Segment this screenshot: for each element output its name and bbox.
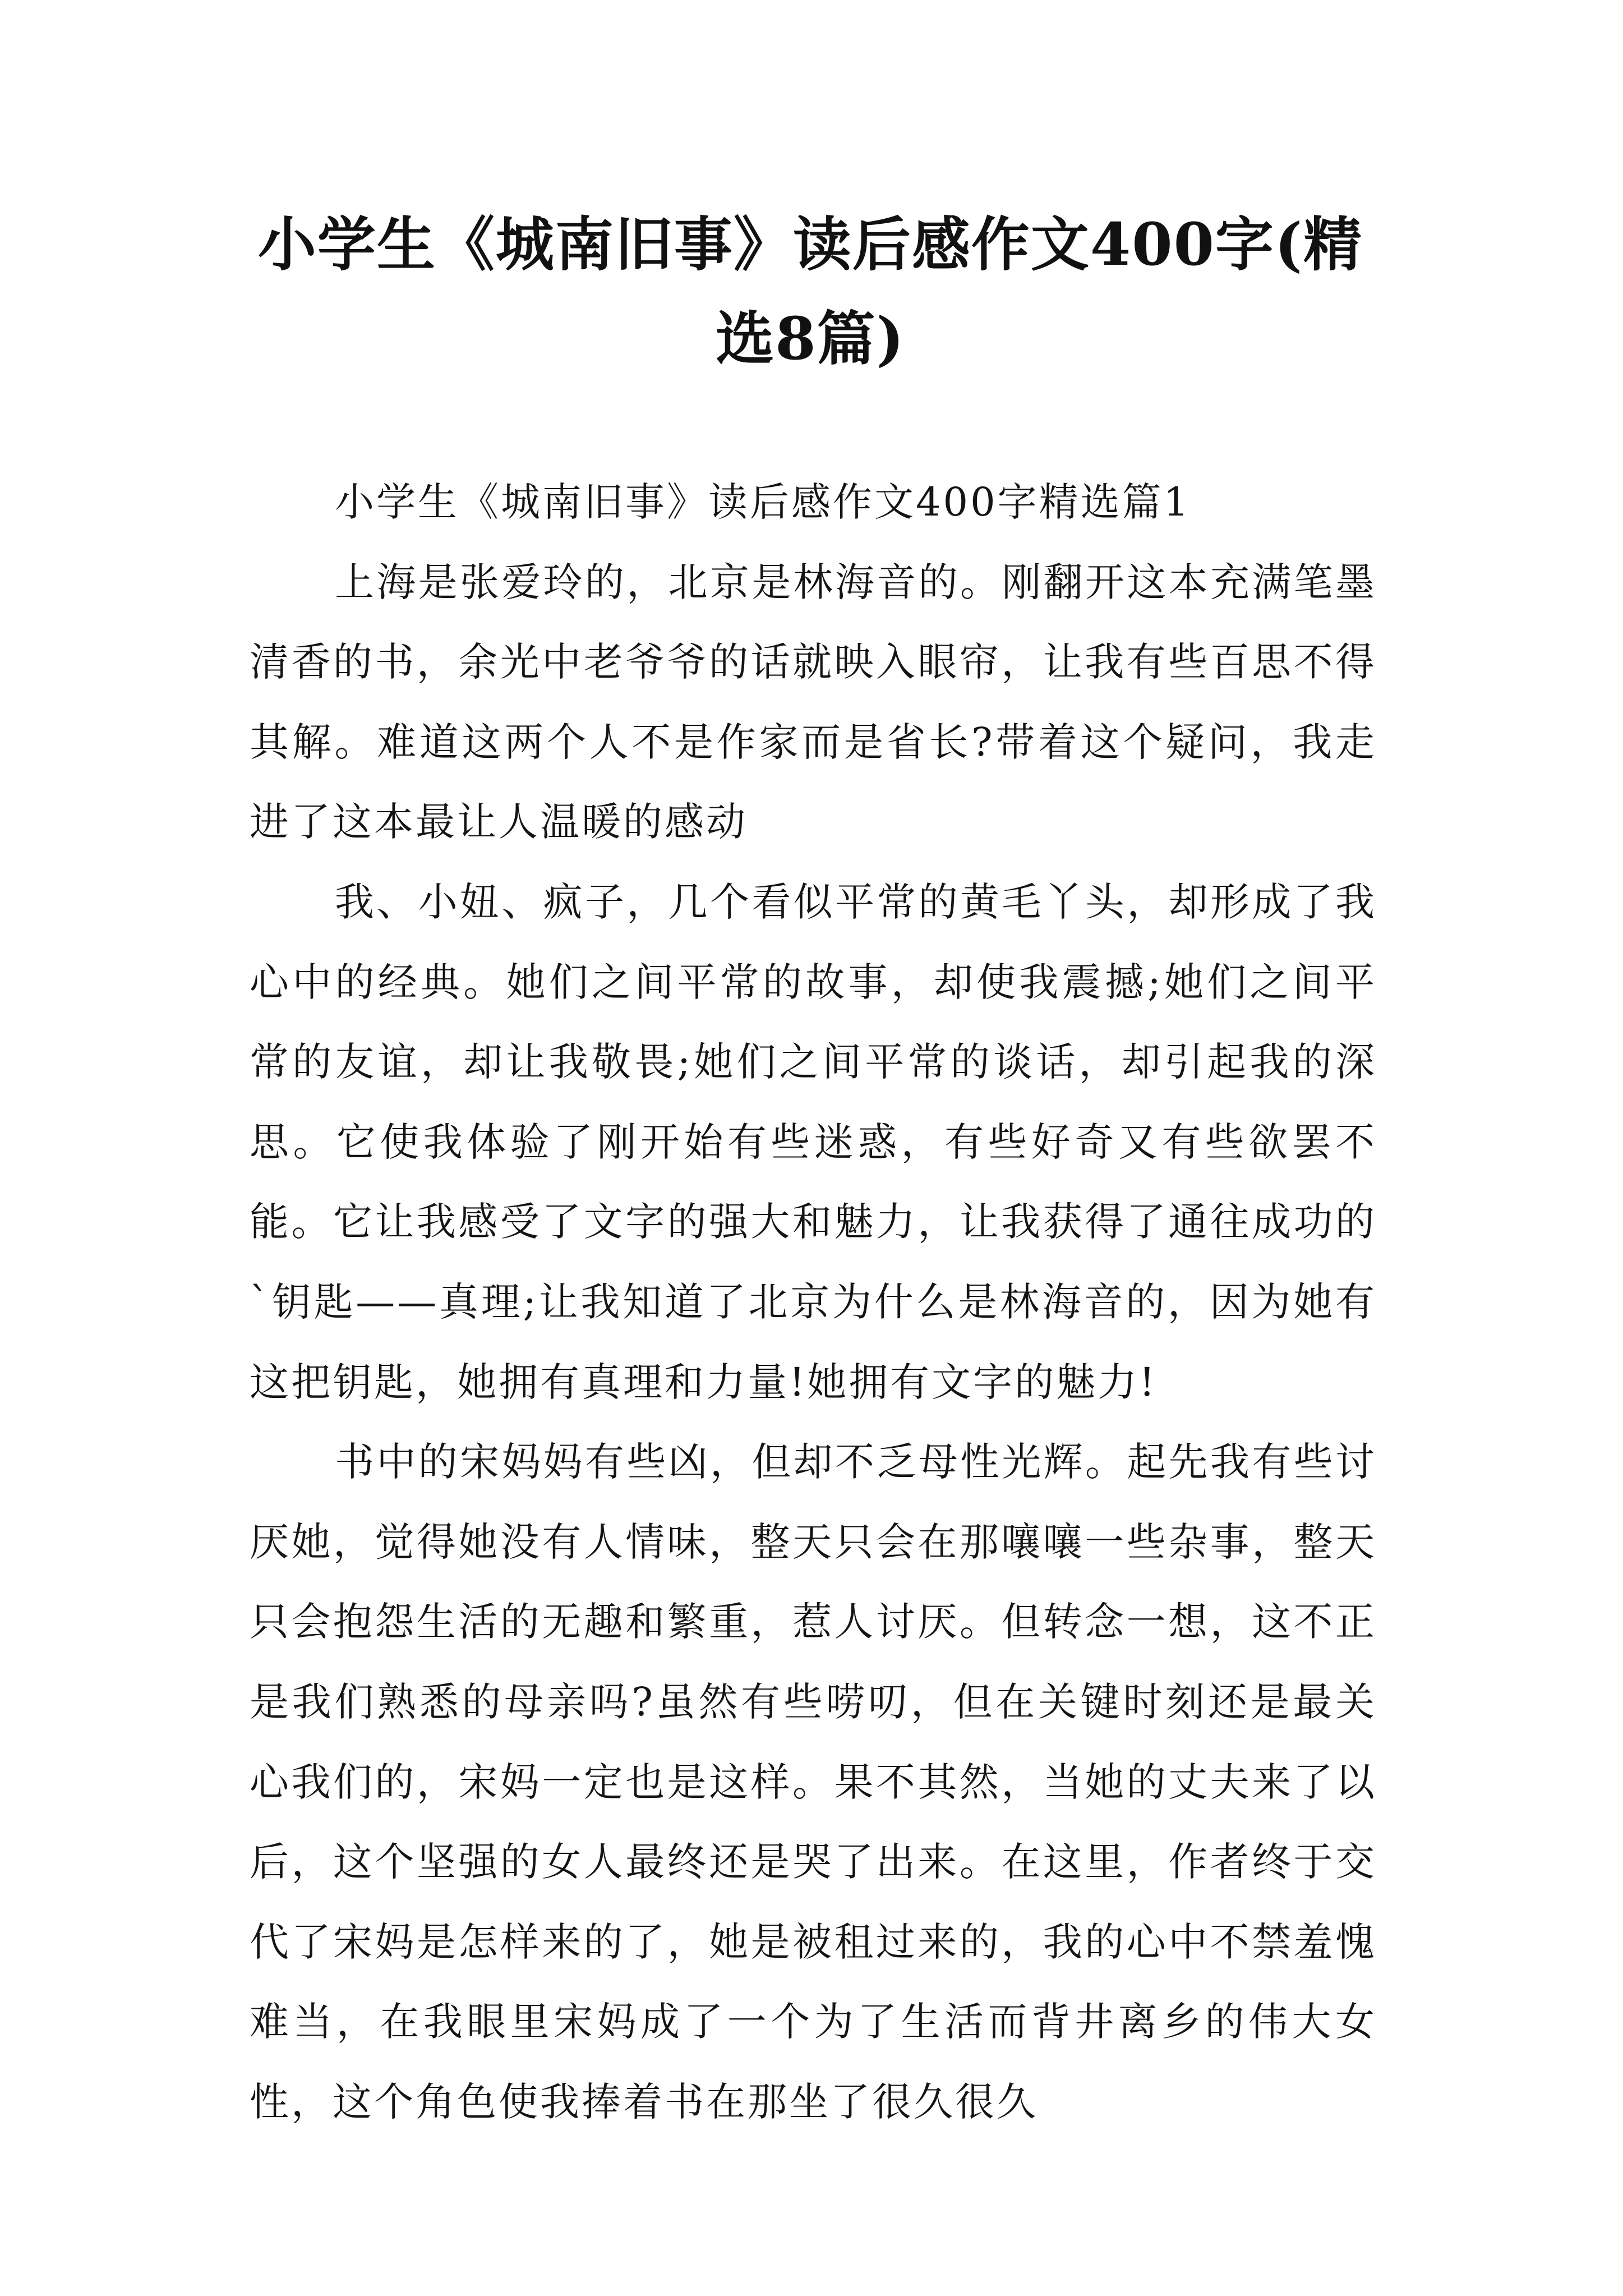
title-line-2: 选8篇)	[716, 304, 905, 373]
paragraph: 我、小妞、疯子，几个看似平常的黄毛丫头，却形成了我心中的经典。她们之间平常的故事，却使我震撼;她们之间平常的友谊，却让我敬畏;她们之间平常的谈话，却引起我的深思。它使我体验了刚开始有些迷惑，有些好奇又有些欲罢不能。它让我感受了文字的强大和魅力，让我获得了通往成功的`钥匙——真理;让我知道了北京为什么是林海音的，因为她有这把钥匙，她拥有真理和力量!她拥有文字的魅力!	[250, 878, 1377, 1405]
title-line-1: 小学生《城南旧事》读后感作文400字(精	[257, 210, 1363, 279]
document-body	[250, 462, 1377, 2142]
paragraph: 上海是张爱玲的，北京是林海音的。刚翻开这本充满笔墨清香的书，余光中老爷爷的话就映入眼帘，让我有些百思不得其解。难道这两个人不是作家而是省长?带着这个疑问，我走进了这本最让人温暖的感动	[250, 559, 1377, 845]
document-title	[247, 197, 1374, 386]
section-heading: 小学生《城南旧事》读后感作文400字精选篇1	[335, 479, 1191, 525]
paragraph: 书中的宋妈妈有些凶，但却不乏母性光辉。起先我有些讨厌她，觉得她没有人情味，整天只会在那嚷嚷一些杂事，整天只会抱怨生活的无趣和繁重，惹人讨厌。但转念一想，这不正是我们熟悉的母亲吗?虽然有些唠叨，但在关键时刻还是最关心我们的，宋妈一定也是这样。果不其然，当她的丈夫来了以后，这个坚强的女人最终还是哭了出来。在这里，作者终于交代了宋妈是怎样来的了，她是被租过来的，我的心中不禁羞愧难当，在我眼里宋妈成了一个为了生活而背井离乡的伟大女性，这个角色使我捧着书在那坐了很久很久	[250, 1439, 1377, 2125]
